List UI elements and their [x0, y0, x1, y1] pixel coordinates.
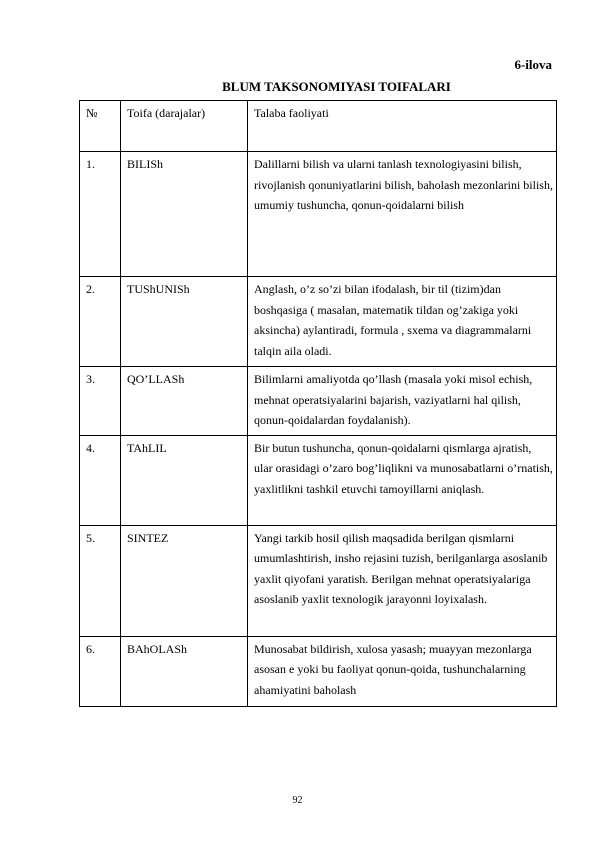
- row-number: 4.: [80, 435, 121, 525]
- row-activity: Munosabat bildirish, xulosa yasash; muayyan mezonlarga asosan e yoki bu faoliyat qonun-qoida, tushunchalarning ahamiyatini baholash: [248, 636, 557, 706]
- row-category: BILISh: [121, 152, 248, 277]
- document-title: BLUM TAKSONOMIYASI TOIFALARI: [222, 79, 451, 94]
- header-category: Toifa (darajalar): [121, 101, 248, 152]
- row-number: 3.: [80, 367, 121, 436]
- table-header-row: [80, 101, 557, 152]
- row-number: 2.: [80, 277, 121, 367]
- table-row: [80, 277, 557, 367]
- row-category: TUShUNISh: [121, 277, 248, 367]
- row-activity: Bir butun tushuncha, qonun-qoidalarni qismlarga ajratish, ular orasidagi o’zaro bog’liqlikni va munosabatlarni o’rnatish, yaxlitlikni tashkil etuvchi tamoyillarni aniqlash.: [248, 435, 557, 525]
- bloom-taxonomy-table: [79, 100, 557, 707]
- header-number: №: [80, 101, 121, 152]
- header-activity: Talaba faoliyati: [248, 101, 557, 152]
- table-row: [80, 636, 557, 706]
- table-row: [80, 367, 557, 436]
- page-number: 92: [292, 795, 303, 806]
- row-activity: Yangi tarkib hosil qilish maqsadida berilgan qismlarni umumlashtirish, insho rejasini tuzish, berilganlarga asoslanib yaxlit qiyofani yaratish. Berilgan mehnat operatsiyalariga asoslanib yaxlit texnologik jarayonni loyixalash.: [248, 525, 557, 636]
- table-row: [80, 152, 557, 277]
- row-number: 5.: [80, 525, 121, 636]
- table-row: [80, 525, 557, 636]
- row-activity: Dalillarni bilish va ularni tanlash texnologiyasini bilish, rivojlanish qonuniyatlarini bilish, baholash mezonlarini bilish, umumiy tushuncha, qonun-qoidalarni bilish: [248, 152, 557, 277]
- row-category: QO’LLASh: [121, 367, 248, 436]
- row-activity: Anglash, o’z so’zi bilan ifodalash, bir til (tizim)dan boshqasiga ( masalan, matematik tildan og’zakiga yoki aksincha) aylantiradi, formula , sxema va diagrammalarni talqin aila oladi.: [248, 277, 557, 367]
- row-category: BAhOLASh: [121, 636, 248, 706]
- row-number: 1.: [80, 152, 121, 277]
- row-category: TAhLIL: [121, 435, 248, 525]
- table-row: [80, 435, 557, 525]
- row-number: 6.: [80, 636, 121, 706]
- row-activity: Bilimlarni amaliyotda qo’llash (masala yoki misol echish, mehnat operatsiyalarini bajarish, vaziyatlarni hal qilish, qonun-qoidalardan foydalanish).: [248, 367, 557, 436]
- row-category: SINTEZ: [121, 525, 248, 636]
- annex-label: 6-ilova: [514, 57, 552, 72]
